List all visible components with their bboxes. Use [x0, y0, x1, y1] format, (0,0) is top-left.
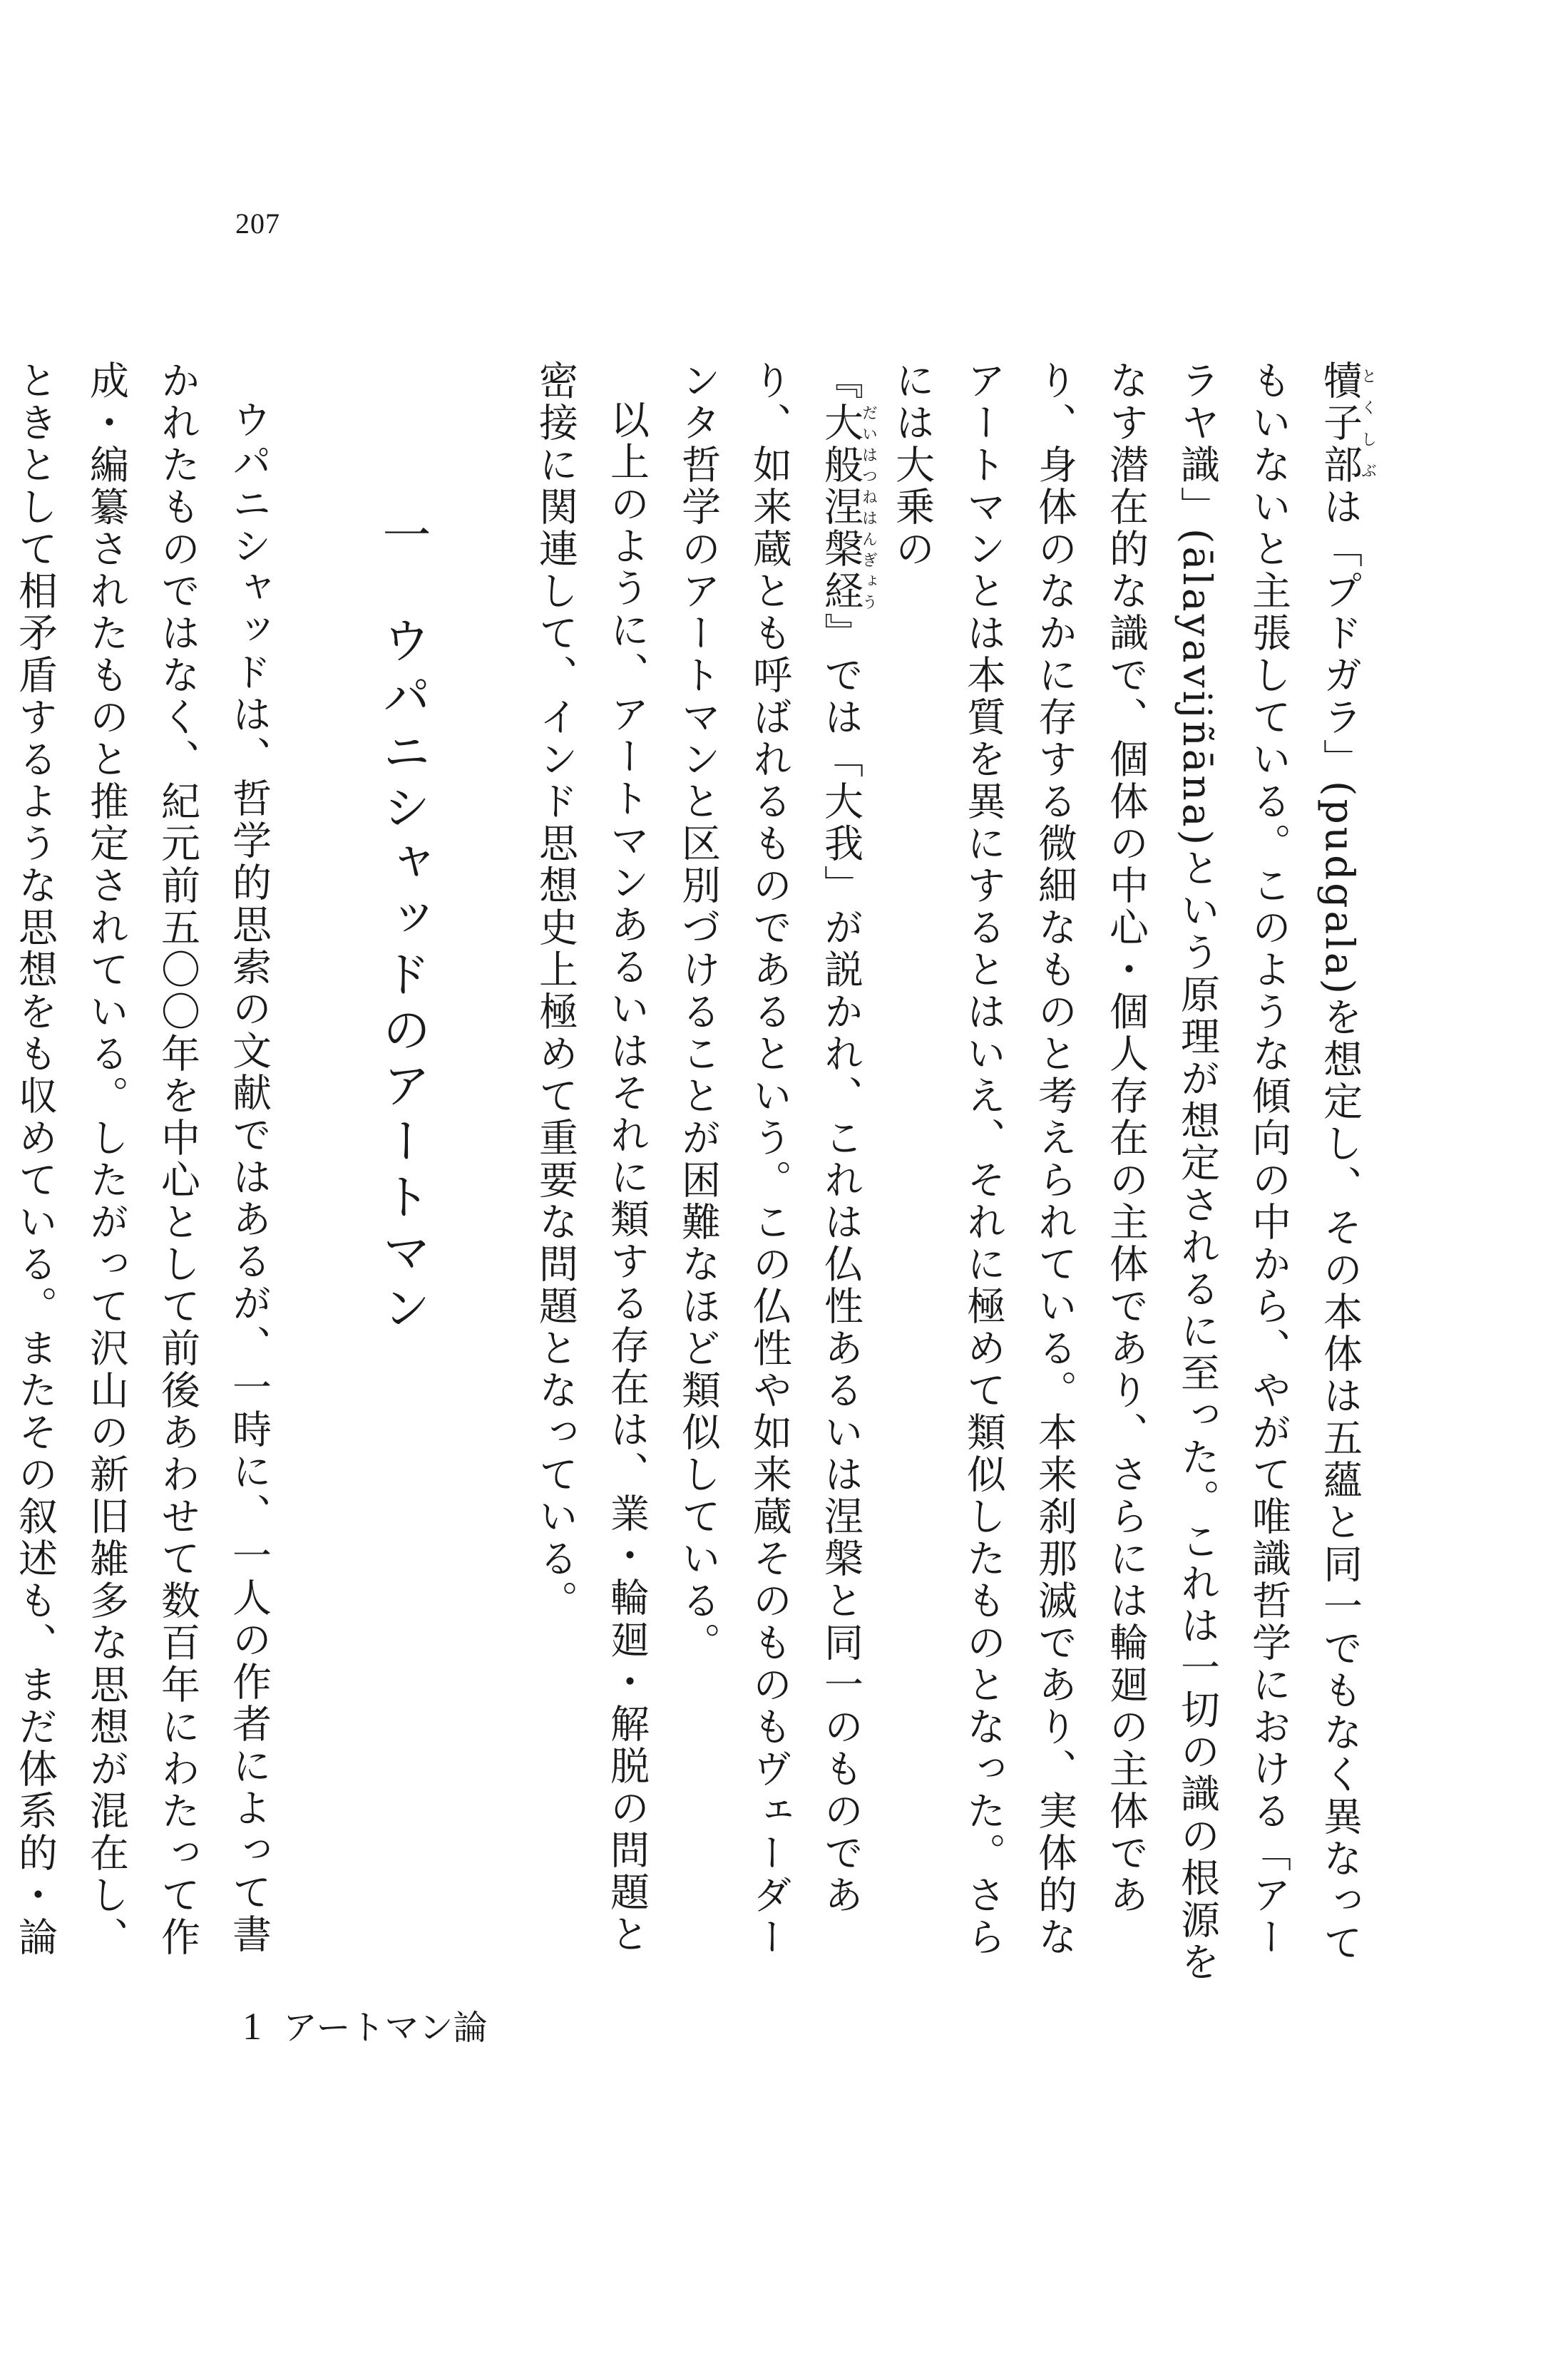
- section-number: 一: [374, 510, 431, 565]
- paragraph-4: ウパニシャッドは、哲学的思索の文献ではあるが、一時に、一人の作者によって書かれたものではなく、紀元前五〇〇年を中心として前後あわせて数百年にわたって作成・編纂されたものと推定されている。したがって沢山の新旧雑多な思想が混在し、ときとして相矛盾するような思想をも収めている。またその叙述も、まだ体系的・論: [12, 360, 272, 1959]
- blank-column: [449, 360, 520, 1986]
- body-text: [0, 360, 1375, 1986]
- ruby-tokushibu-reading: とくしぶ: [1358, 360, 1377, 486]
- chapter-title: アートマン論: [283, 2008, 488, 2048]
- ruby-daihatsunehangyo-reading: だいはつねはんぎょう: [859, 402, 878, 612]
- section-heading: [356, 360, 449, 1986]
- running-footer: [242, 2000, 488, 2049]
- paragraph-1: [876, 360, 1375, 1986]
- paragraph-3: 以上のように、アートマンあるいはそれに類する存在は、業・輪廻・解脱の問題と密接に関連して、インド思想史上極めて重要な問題となっている。: [533, 360, 650, 1956]
- ruby-daihatsunehangyo: [818, 402, 878, 612]
- ruby-tokushibu-base: 犢子部: [1317, 360, 1363, 486]
- paragraph-1-text: は「プドガラ」(pudgala)を想定し、その本体は五蘊と同一でもなく異なってもいないと主張している。このような傾向の中から、やがて唯識哲学における「アーラヤ識」(ālayavijñāna)という原理が想定されるに至った。これは一切の識の根源をなす潜在的な識で、個体の中心・個人存在の主体であり、さらには輪廻の主体であり、身体のなかに存する微細なものと考えられている。本来刹那滅であり、実体的なアートマンとは本質を異にするとはいえ、それに極めて類似したものとなった。さらには大乗の: [889, 360, 1363, 1984]
- chapter-number: 1: [242, 2005, 262, 2048]
- paragraph-2-text: 』では「大我」が説かれ、これは仏性あるいは涅槃と同一のものであり、如来蔵とも呼ばれるものであるという。この仏性や如来蔵そのものもヴェーダーンタ哲学のアートマンと区別づけることが困難なほど類似している。: [675, 360, 864, 1959]
- section-title: ウパニシャッドのアートマン: [374, 615, 431, 1338]
- blank-column: [285, 360, 356, 1986]
- ruby-tokushibu: [1317, 360, 1377, 486]
- paragraph-2-pre: 『: [818, 360, 864, 402]
- ruby-daihatsunehangyo-base: 大般涅槃経: [818, 402, 864, 612]
- paragraph-2: [662, 360, 876, 1986]
- page-number: 207: [235, 207, 280, 240]
